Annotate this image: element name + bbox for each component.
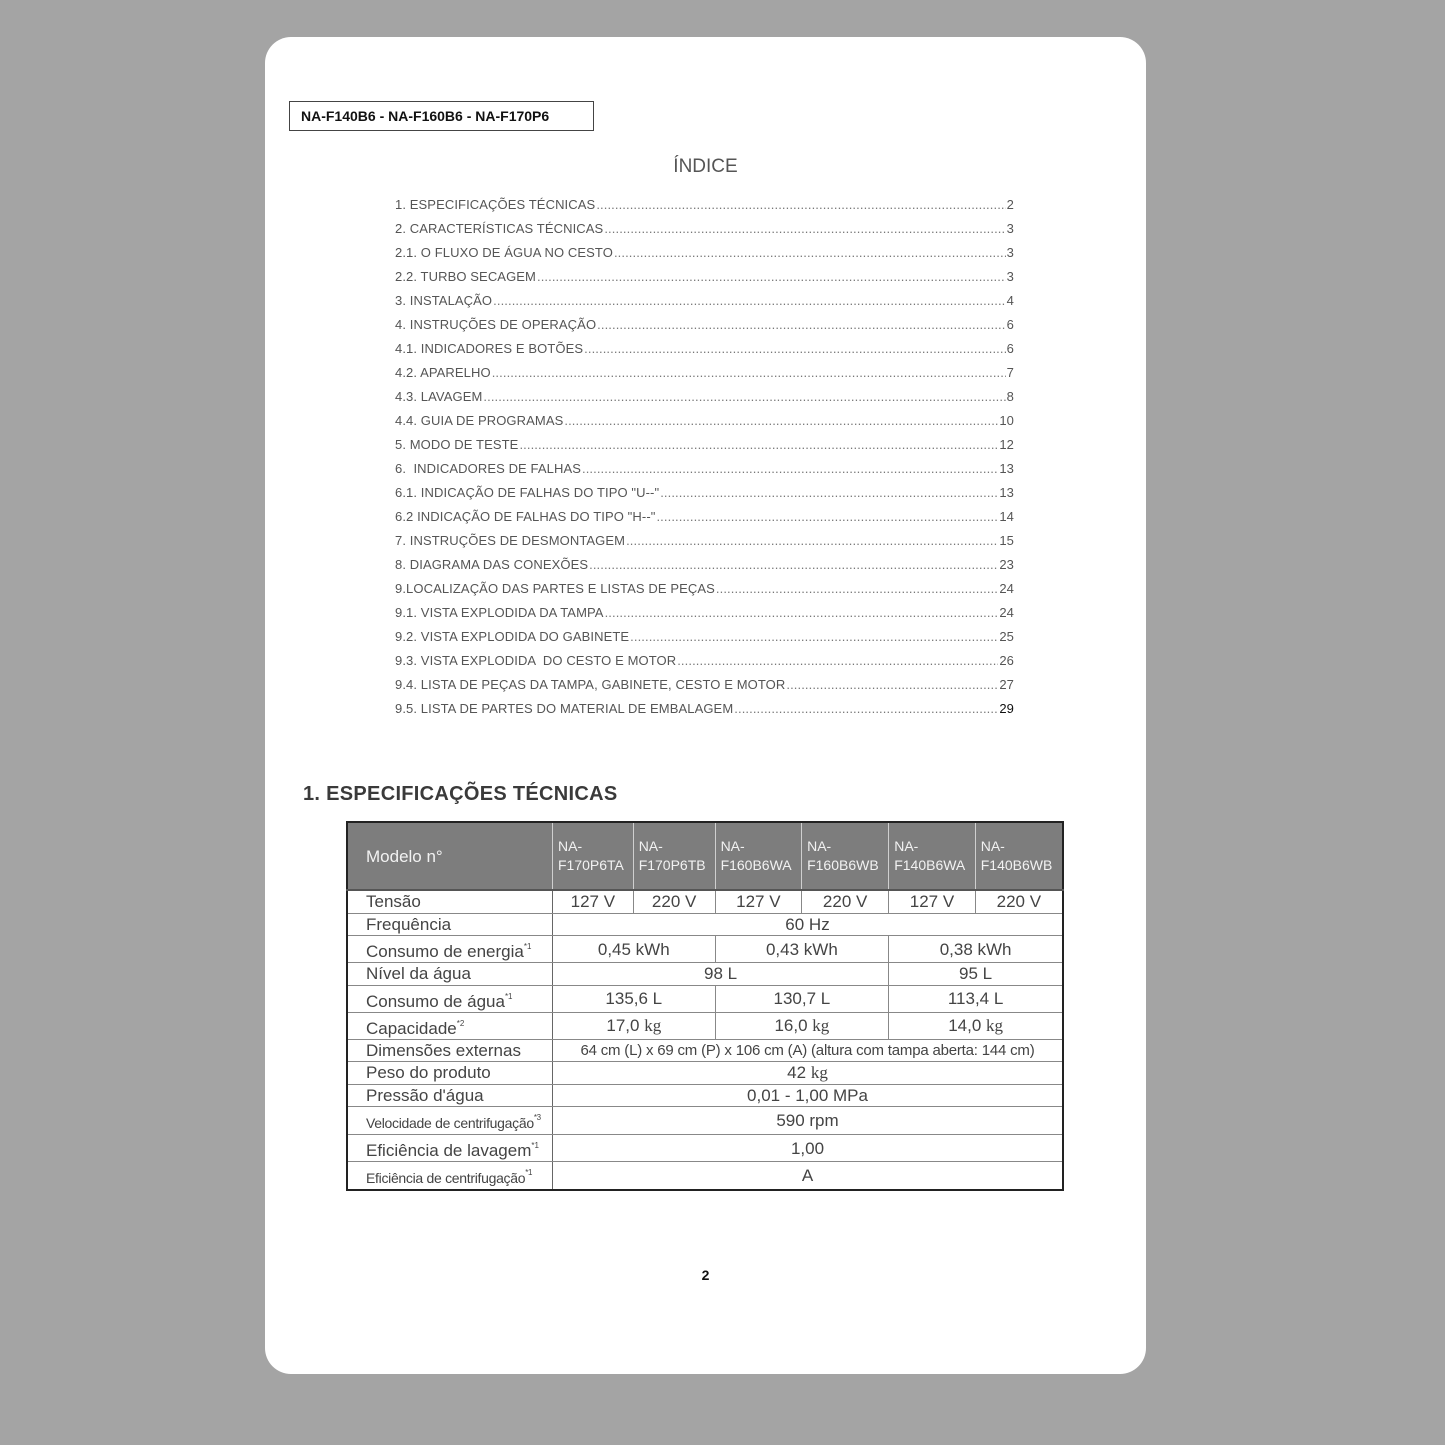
toc-label: 9.3. VISTA EXPLODIDA DO CESTO E MOTOR xyxy=(395,653,677,668)
model-number-box: NA-F140B6 - NA-F160B6 - NA-F170P6 xyxy=(289,101,594,131)
model-line1: NA- xyxy=(894,838,919,854)
toc-entry xyxy=(395,653,1014,677)
value-unit: kg xyxy=(812,1016,830,1035)
toc-entry xyxy=(395,605,1014,629)
toc-leader xyxy=(584,341,1006,356)
table-row xyxy=(347,1107,1063,1135)
table-row xyxy=(347,890,1063,913)
table-row xyxy=(347,1012,1063,1039)
toc-entry xyxy=(395,197,1014,221)
value-unit: kg xyxy=(810,1063,828,1083)
toc-entry xyxy=(395,701,1014,725)
table-cell: 98 L xyxy=(553,963,889,986)
toc-leader xyxy=(605,605,999,620)
toc-leader xyxy=(564,413,998,428)
toc-label: 4.4. GUIA DE PROGRAMAS xyxy=(395,413,564,428)
toc-label: 8. DIAGRAMA DAS CONEXÕES xyxy=(395,557,589,572)
toc-entry xyxy=(395,437,1014,461)
toc-leader xyxy=(604,221,1005,236)
row-label-text: Consumo de água xyxy=(366,991,505,1011)
toc-leader xyxy=(716,581,998,596)
toc-entry xyxy=(395,629,1014,653)
toc-entry xyxy=(395,557,1014,581)
toc-page: 14 xyxy=(999,509,1014,524)
table-cell xyxy=(715,1012,889,1039)
toc-leader xyxy=(589,557,998,572)
model-line1: NA- xyxy=(638,838,663,854)
table-cell: 0,01 - 1,00 MPa xyxy=(553,1084,1064,1107)
table-cell: 1,00 xyxy=(553,1135,1064,1162)
table-cell xyxy=(553,1012,716,1039)
table-cell: 130,7 L xyxy=(715,985,889,1012)
toc-entry xyxy=(395,413,1014,437)
table-row xyxy=(347,1039,1063,1062)
toc-label: 2.2. TURBO SECAGEM xyxy=(395,269,536,284)
toc-label: 5. MODO DE TESTE xyxy=(395,437,519,452)
table-of-contents xyxy=(395,197,1014,725)
row-label xyxy=(347,936,553,963)
toc-page: 13 xyxy=(999,485,1014,500)
toc-page: 10 xyxy=(999,413,1014,428)
toc-page: 24 xyxy=(999,581,1014,596)
table-row xyxy=(347,1162,1063,1191)
table-row xyxy=(347,963,1063,986)
model-line2: F140B6WA xyxy=(894,857,966,873)
toc-entry xyxy=(395,485,1014,509)
toc-entry xyxy=(395,341,1014,365)
toc-label: 9.5. LISTA DE PARTES DO MATERIAL DE EMBALAGEM xyxy=(395,701,734,716)
toc-leader xyxy=(626,533,998,548)
toc-entry xyxy=(395,581,1014,605)
toc-label: 9.1. VISTA EXPLODIDA DA TAMPA xyxy=(395,605,604,620)
toc-leader xyxy=(677,653,998,668)
toc-page: 29 xyxy=(999,701,1014,716)
toc-label: 6. INDICADORES DE FALHAS xyxy=(395,461,581,476)
model-line1: NA- xyxy=(807,838,832,854)
row-label xyxy=(347,1135,553,1162)
table-cell: 127 V xyxy=(889,890,976,913)
table-cell: 0,43 kWh xyxy=(715,936,889,963)
toc-page: 12 xyxy=(999,437,1014,452)
toc-label: 2.1. O FLUXO DE ÁGUA NO CESTO xyxy=(395,245,613,260)
table-cell xyxy=(553,1062,1064,1085)
toc-leader xyxy=(537,269,1006,284)
toc-label: 4.3. LAVAGEM xyxy=(395,389,483,404)
toc-entry xyxy=(395,509,1014,533)
table-cell: 95 L xyxy=(889,963,1063,986)
table-row xyxy=(347,936,1063,963)
toc-label: 9.LOCALIZAÇÃO DAS PARTES E LISTAS DE PEÇAS xyxy=(395,581,715,596)
table-cell: 220 V xyxy=(975,890,1063,913)
toc-leader xyxy=(656,509,998,524)
toc-leader xyxy=(630,629,998,644)
row-label xyxy=(347,985,553,1012)
toc-page: 6 xyxy=(1006,317,1014,332)
footnote-mark: *1 xyxy=(504,991,513,1001)
row-label: Pressão d'água xyxy=(347,1084,553,1107)
page-number: 2 xyxy=(701,1267,710,1283)
toc-label: 6.2 INDICAÇÃO DE FALHAS DO TIPO "H--" xyxy=(395,509,656,524)
row-label: Dimensões externas xyxy=(347,1039,553,1062)
specifications-table xyxy=(346,821,1064,1191)
section-heading: 1. ESPECIFICAÇÕES TÉCNICAS xyxy=(303,783,618,805)
document-page xyxy=(265,37,1146,1374)
toc-page: 3 xyxy=(1006,245,1014,260)
table-cell: 0,38 kWh xyxy=(889,936,1063,963)
value-number: 16,0 xyxy=(774,1016,808,1035)
model-line1: NA- xyxy=(558,838,583,854)
toc-entry xyxy=(395,533,1014,557)
toc-leader xyxy=(614,245,1006,260)
table-cell: 220 V xyxy=(802,890,889,913)
table-row xyxy=(347,1084,1063,1107)
header-model xyxy=(975,822,1063,890)
table-cell: 590 rpm xyxy=(553,1107,1064,1135)
toc-entry xyxy=(395,365,1014,389)
header-model xyxy=(553,822,634,890)
toc-entry xyxy=(395,245,1014,269)
row-label xyxy=(347,1162,553,1191)
toc-label: 7. INSTRUÇÕES DE DESMONTAGEM xyxy=(395,533,626,548)
footnote-mark: *1 xyxy=(523,942,532,951)
header-model xyxy=(715,822,802,890)
row-label-text: Velocidade de centrifugação xyxy=(366,1115,534,1131)
toc-entry xyxy=(395,269,1014,293)
model-line2: F160B6WA xyxy=(720,857,792,873)
row-label: Tensão xyxy=(347,890,553,913)
value-number: 42 xyxy=(787,1063,807,1083)
toc-label: 4. INSTRUÇÕES DE OPERAÇÃO xyxy=(395,317,597,332)
toc-page: 3 xyxy=(1006,221,1014,236)
row-label-text: Eficiência de lavagem xyxy=(366,1141,532,1160)
value-unit: kg xyxy=(986,1016,1004,1035)
table-cell: 60 Hz xyxy=(553,913,1064,936)
model-line2: F170P6TB xyxy=(638,857,706,873)
toc-label: 4.2. APARELHO xyxy=(395,365,491,380)
table-cell: 64 cm (L) x 69 cm (P) x 106 cm (A) (altura com tampa aberta: 144 cm) xyxy=(553,1039,1064,1062)
table-cell: 0,45 kWh xyxy=(553,936,716,963)
row-label: Frequência xyxy=(347,913,553,936)
footnote-mark: *3 xyxy=(533,1113,541,1122)
toc-page: 3 xyxy=(1006,269,1014,284)
toc-leader xyxy=(734,701,998,716)
model-line2: F170P6TA xyxy=(558,857,624,873)
toc-label: 2. CARACTERÍSTICAS TÉCNICAS xyxy=(395,221,604,236)
toc-entry xyxy=(395,677,1014,701)
toc-label: 9.2. VISTA EXPLODIDA DO GABINETE xyxy=(395,629,630,644)
toc-page: 7 xyxy=(1006,365,1014,380)
toc-label: 3. INSTALAÇÃO xyxy=(395,293,493,308)
toc-page: 6 xyxy=(1006,341,1014,356)
row-label-text: Eficiência de centrifugação xyxy=(366,1170,526,1186)
toc-page: 25 xyxy=(999,629,1014,644)
footnote-mark: *2 xyxy=(456,1018,465,1028)
value-unit: kg xyxy=(644,1016,662,1035)
model-line1: NA- xyxy=(720,838,745,854)
header-model xyxy=(633,822,715,890)
row-label-text: Capacidade xyxy=(366,1018,457,1038)
toc-label: 4.1. INDICADORES E BOTÕES xyxy=(395,341,584,356)
toc-page: 15 xyxy=(999,533,1014,548)
row-label-text: Consumo de energia xyxy=(366,942,524,961)
header-model xyxy=(889,822,976,890)
table-cell: 220 V xyxy=(633,890,715,913)
row-label xyxy=(347,1012,553,1039)
value-number: 14,0 xyxy=(948,1016,982,1035)
toc-page: 2 xyxy=(1006,197,1014,212)
toc-entry xyxy=(395,221,1014,245)
table-cell: A xyxy=(553,1162,1064,1191)
table-cell: 127 V xyxy=(715,890,802,913)
toc-leader xyxy=(596,197,1005,212)
toc-page: 4 xyxy=(1006,293,1014,308)
footnote-mark: *1 xyxy=(531,1141,539,1150)
row-label xyxy=(347,1107,553,1135)
toc-leader xyxy=(493,293,1006,308)
toc-page: 24 xyxy=(999,605,1014,620)
toc-leader xyxy=(660,485,998,500)
table-cell: 135,6 L xyxy=(553,985,716,1012)
toc-entry xyxy=(395,293,1014,317)
toc-page: 8 xyxy=(1006,389,1014,404)
toc-leader xyxy=(519,437,998,452)
toc-label: 1. ESPECIFICAÇÕES TÉCNICAS xyxy=(395,197,596,212)
table-cell xyxy=(889,1012,1063,1039)
table-row xyxy=(347,985,1063,1012)
toc-page: 27 xyxy=(999,677,1014,692)
row-label: Nível da água xyxy=(347,963,553,986)
toc-entry xyxy=(395,317,1014,341)
table-cell: 113,4 L xyxy=(889,985,1063,1012)
table-cell: 127 V xyxy=(553,890,634,913)
header-model xyxy=(802,822,889,890)
toc-entry xyxy=(395,461,1014,485)
value-number: 17,0 xyxy=(606,1016,640,1035)
toc-entry xyxy=(395,389,1014,413)
model-line2: F140B6WB xyxy=(980,857,1053,873)
table-header-row xyxy=(347,822,1063,890)
toc-page: 13 xyxy=(999,461,1014,476)
row-label: Peso do produto xyxy=(347,1062,553,1085)
toc-leader xyxy=(582,461,998,476)
table-row xyxy=(347,1135,1063,1162)
header-model-label: Modelo n° xyxy=(347,822,553,890)
footnote-mark: *1 xyxy=(525,1168,533,1177)
toc-label: 9.4. LISTA DE PEÇAS DA TAMPA, GABINETE, CESTO E MOTOR xyxy=(395,677,786,692)
model-line2: F160B6WB xyxy=(807,857,879,873)
toc-page: 23 xyxy=(999,557,1014,572)
toc-label: 6.1. INDICAÇÃO DE FALHAS DO TIPO "U--" xyxy=(395,485,660,500)
model-line1: NA- xyxy=(980,838,1005,854)
toc-leader xyxy=(597,317,1006,332)
toc-leader xyxy=(786,677,998,692)
index-title: ÍNDICE xyxy=(673,156,738,177)
table-row xyxy=(347,913,1063,936)
toc-page: 26 xyxy=(999,653,1014,668)
table-row xyxy=(347,1062,1063,1085)
toc-leader xyxy=(483,389,1005,404)
toc-leader xyxy=(492,365,1006,380)
